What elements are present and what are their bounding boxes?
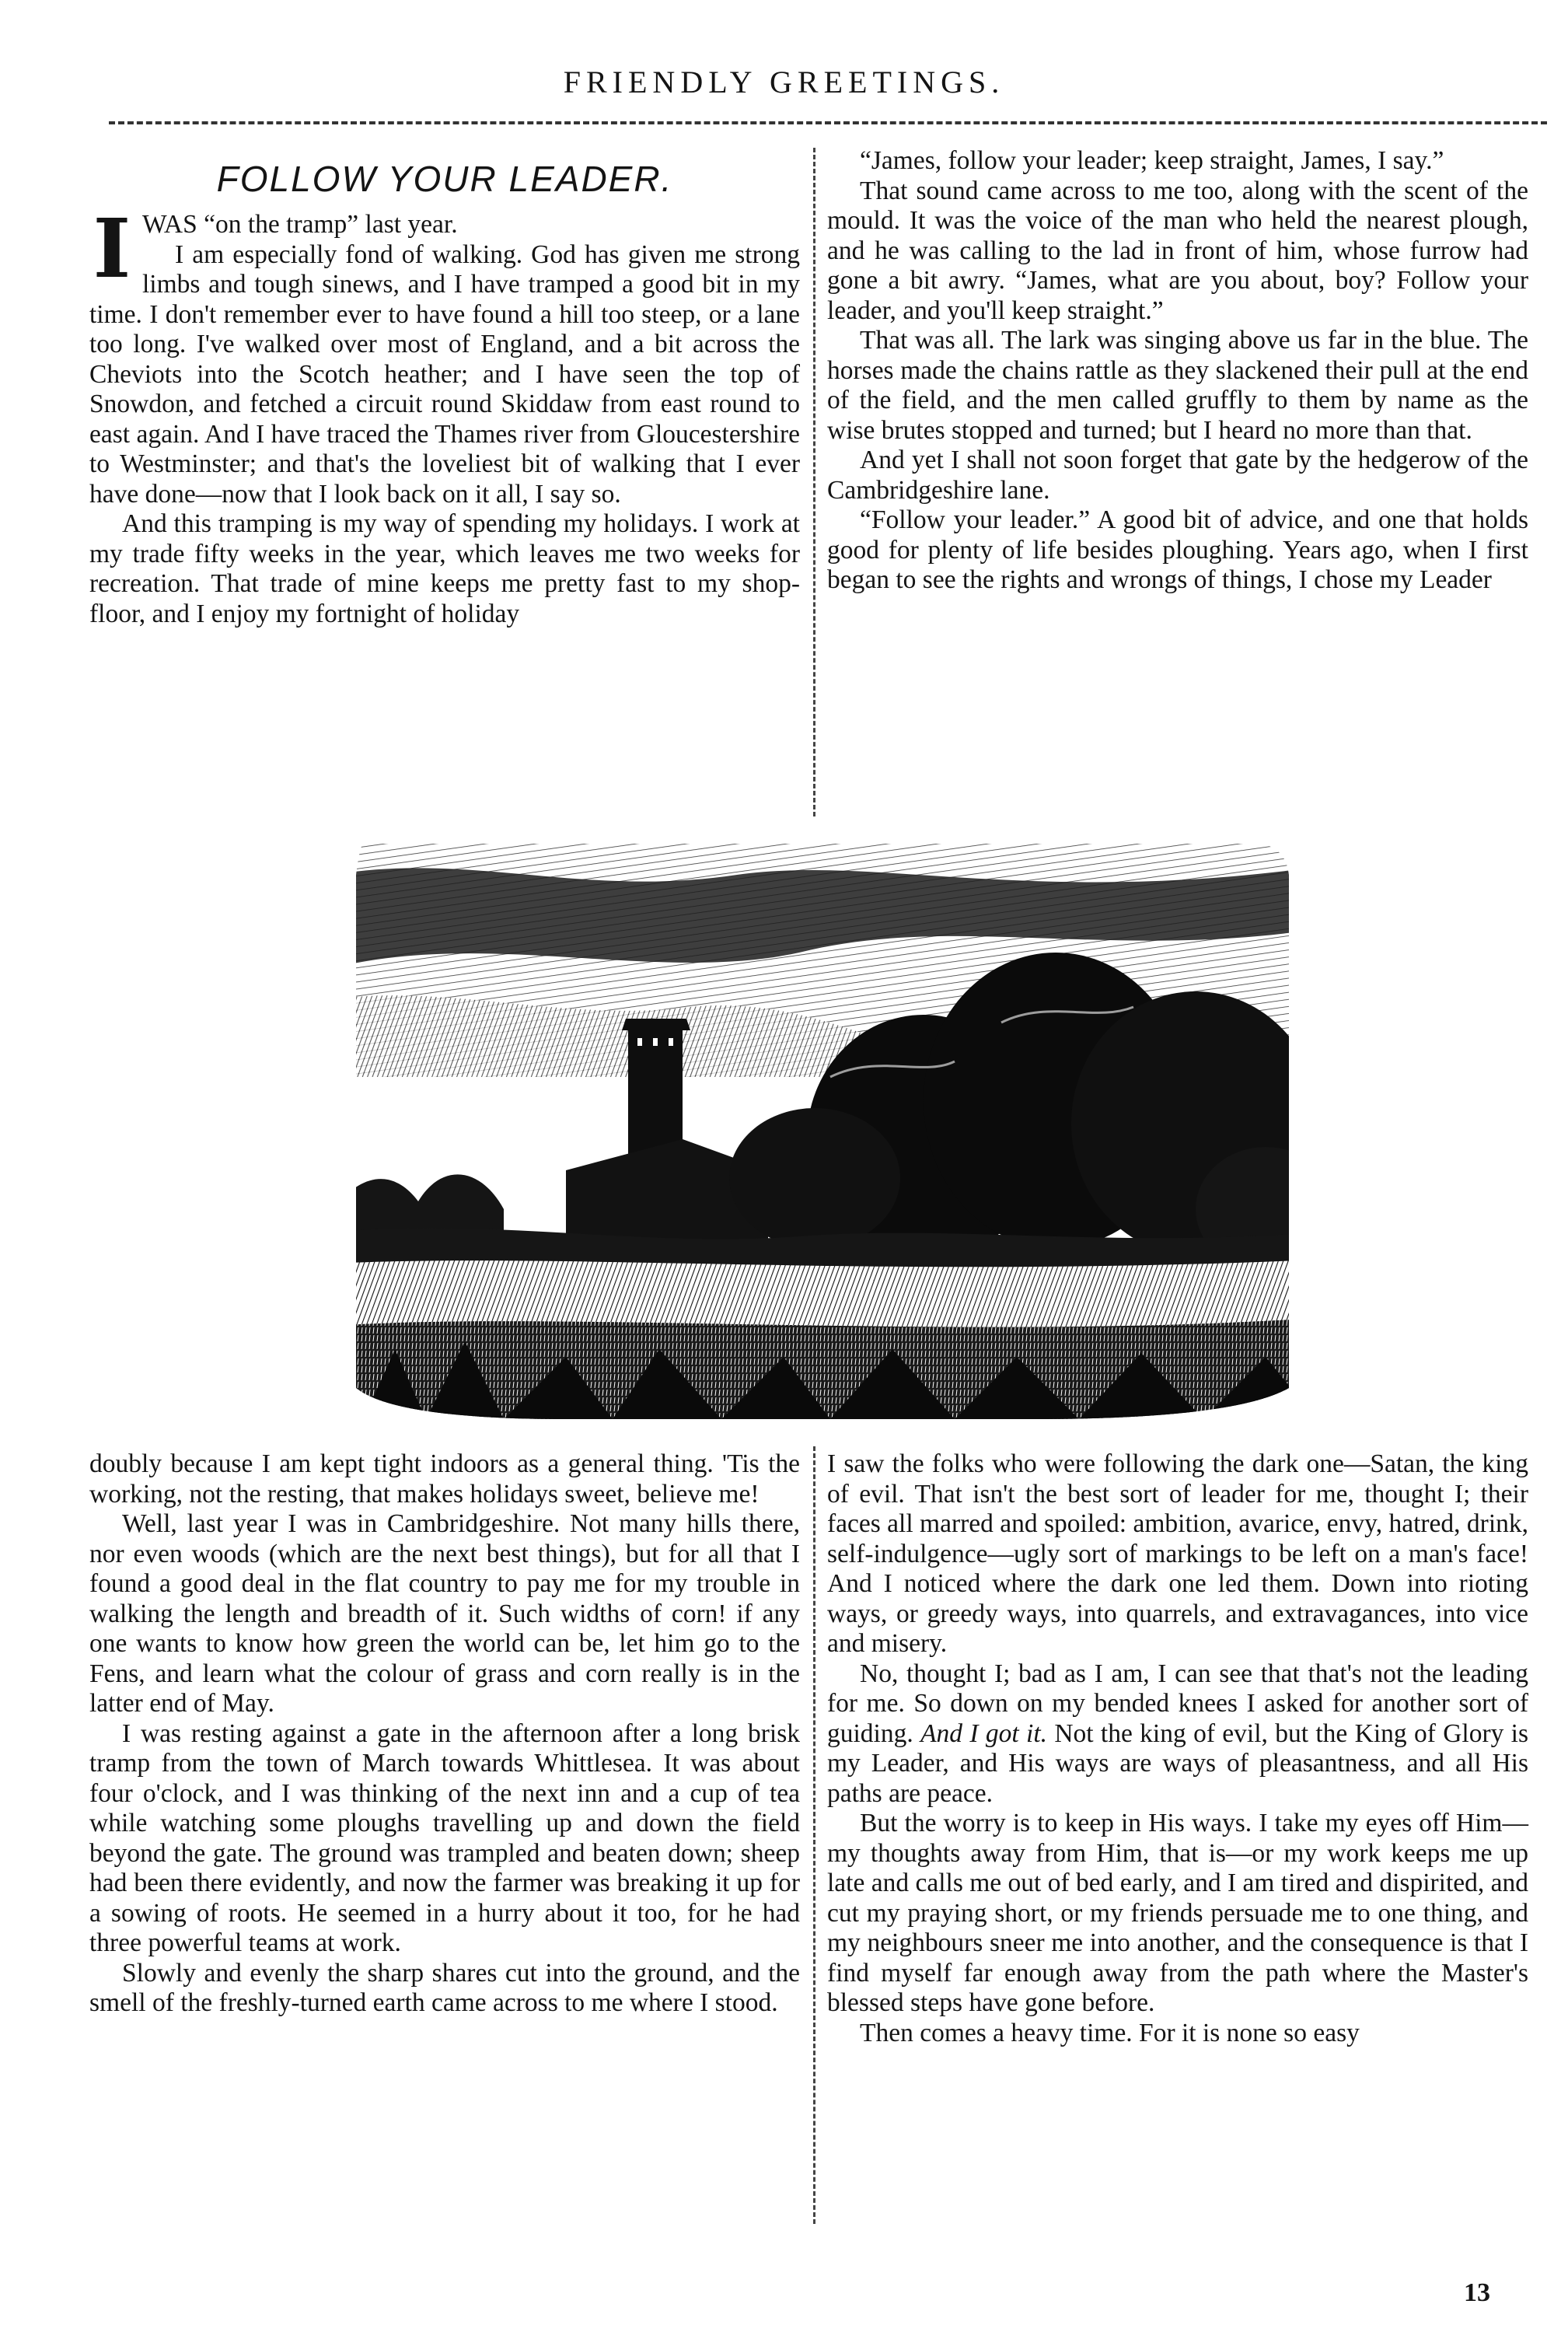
paragraph-text: I am especially fond of walking. God has given me strong limbs and tough sinews, and I have tramped a good bit in my time. I don't remember ever to have found a hill too steep, or a lane too long. I've walked over most of England, and a bit across the Cheviots into the Scotch heather; and I have seen the top of Snowdon, and fetched a circuit round Skiddaw from east round to east again. And I have traced the Thames river from Gloucestershire to Westminster; and that's the loveliest bit of walking that I ever have done—now that I look back on it all, I say so. [89,239,800,509]
column-bottom-left [89,1449,800,2019]
paragraph: And this tramping is my way of spending my holidays. I work at my trade fifty weeks in the year, which leaves me two weeks for recreation. That trade of mine keeps me pretty fast to my shop-floor, and I enjoy my fortnight of holiday [89,509,800,628]
paragraph: And yet I shall not soon forget that gate by the hedgerow of the Cambridgeshire lane. [827,446,1528,505]
paragraph: “Follow your leader.” A good bit of advice, and one that holds good for plenty of life besides ploughing. Years ago, when I first began to see the rights and wrongs of things, I chose my Leader [827,505,1528,594]
paragraph-text: No, thought I; bad as I am, I can see that that's not the leading for me. So down on my bended knees I asked for another sort of guiding. [827,1659,1528,1748]
paragraph: Well, last year I was in Cambridgeshire. Not many hills there, nor even woods (which are the next best things), but for all that I found a good deal in the flat country to pay me for my trouble in walking the length and breadth of it. Such widths of corn! if any one wants to know how green the world can be, let him go to the Fens, and learn what the colour of grass and corn really is in the latter end of May. [89,1509,800,1718]
paragraph: I saw the folks who were following the dark one—Satan, the king of evil. That isn't the best sort of leader for me, thought I; their faces all marred and spoiled: ambition, avarice, envy, hatred, drink, self-indulgence—ugly sort of markings to be left on a man's face! And I noticed where the dark one led them. Down into rioting ways, or greedy ways, into quarrels, and extravagances, into vice and misery. [827,1449,1528,1658]
article-title: FOLLOW YOUR LEADER. [216,159,673,199]
page-number: 13 [1464,2278,1490,2307]
column-divider [813,148,815,816]
paragraph [89,201,800,509]
paragraph: That was all. The lark was singing above us far in the blue. The horses made the chains rattle as they slackened their pull at the end of the field, and the men called gruffly to them by name as the wise brutes stopped and turned; but I heard no more than that. [827,326,1528,445]
paragraph: Slowly and evenly the sharp shares cut into the ground, and the smell of the freshly-turned earth came across to me where I stood. [89,1958,800,2017]
paragraph: “James, follow your leader; keep straight, James, I say.” [860,146,1444,175]
paragraph [827,1659,1528,1809]
column-divider [813,1446,815,2224]
header-rule [109,121,1547,124]
paragraph: Then comes a heavy time. For it is none so easy [860,2018,1360,2047]
column-top-right [827,146,1528,596]
column-bottom-right [827,1449,1528,2048]
landscape-engraving-illustration [333,844,1316,1419]
paragraph-opening: WAS “on the tramp” last year. [142,210,458,239]
paragraph: I was resting against a gate in the afternoon after a long brisk tramp from the town of March towards Whittlesea. It was about four o'clock, and I was thinking of the next inn and a cup of tea while watching some ploughs travelling up and down the field beyond the gate. The ground was trampled and beaten down; sheep had been there evidently, and now the farmer was breaking it up for a sowing of roots. He seemed in a hurry about it too, for he had three powerful teams at work. [89,1718,800,1957]
dropcap: I [93,201,131,296]
paragraph: doubly because I am kept tight indoors as a general thing. 'Tis the working, not the resting, that makes holidays sweet, believe me! [89,1449,800,1509]
paragraph-text: Not the king of evil, but the King of Glory is my Leader, and His ways are ways of pleasantness, and all His paths are peace. [827,1718,1529,1808]
column-top-left [89,152,800,629]
paragraph: But the worry is to keep in His ways. I take my eyes off Him—my thoughts away from Him, that is—or my work keeps me up late and calls me out of bed early, and I am tired and dispirited, and cut my praying short, or my friends persuade me to one thing, and my neighbours sneer me into another, and the consequence is that I find myself far enough away from the path where the Master's blessed steps have gone before. [827,1809,1529,2017]
page-header-title: FRIENDLY GREETINGS. [563,65,1005,100]
emphasis-text: And I got it. [920,1718,1047,1748]
paragraph: That sound came across to me too, along with the scent of the mould. It was the voice of the man who held the nearest plough, and he was calling to the lad in front of him, whose furrow had gone a bit awry. “James, what are you about, boy? Follow your leader, and you'll keep straight.” [827,176,1528,325]
